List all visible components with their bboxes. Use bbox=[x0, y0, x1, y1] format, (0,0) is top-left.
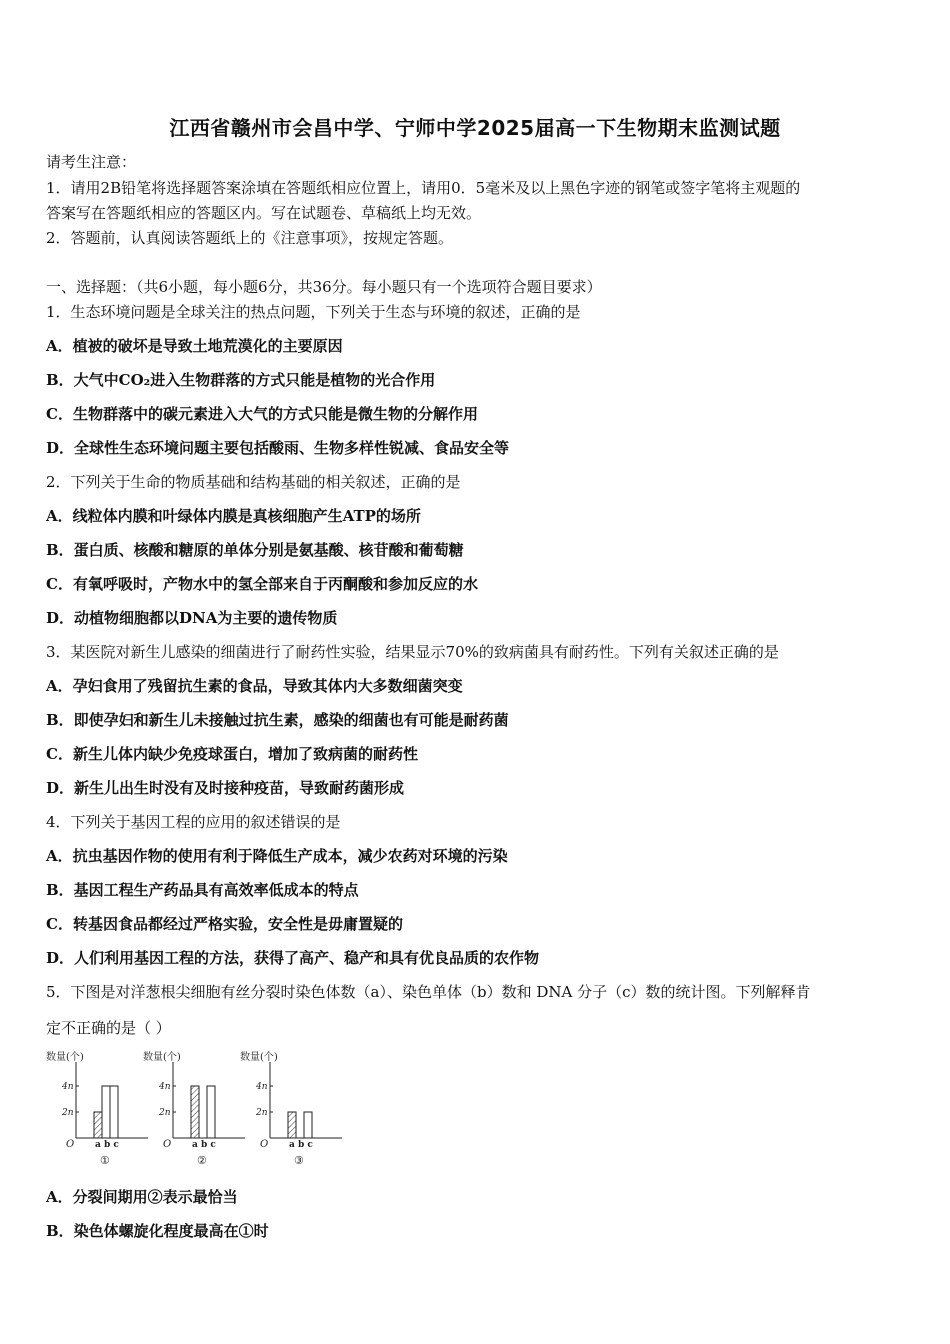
chart-1-ytick-label-2n: 2n bbox=[62, 1108, 74, 1118]
chart-1-ytick-label-4n: 4n bbox=[62, 1082, 74, 1092]
chart-3-bar-c bbox=[304, 1112, 312, 1138]
chart-3-panel-label: ③ bbox=[294, 1154, 304, 1167]
chart-3-ylabel: 数量(个) bbox=[240, 1052, 278, 1063]
chart-3-category-labels: a b c bbox=[289, 1140, 313, 1150]
chart-2-category-labels: a b c bbox=[192, 1140, 216, 1150]
question-2-stem: 2．下列关于生命的物质基础和结构基础的相关叙述，正确的是 bbox=[46, 473, 461, 491]
notice-heading: 请考生注意： bbox=[46, 153, 137, 171]
chart-3-origin: O bbox=[260, 1139, 269, 1150]
chart-1-bar-b bbox=[102, 1086, 110, 1138]
chart-1-category-labels: a b c bbox=[95, 1140, 119, 1150]
question-1-stem: 1．生态环境问题是全球关注的热点问题，下列关于生态与环境的叙述，正确的是 bbox=[46, 303, 581, 321]
chart-3-ytick-label-4n: 4n bbox=[256, 1082, 268, 1092]
question-5-stem-line-1: 5．下图是对洋葱根尖细胞有丝分裂时染色体数（a）、染色单体（b）数和 DNA 分子（c）数的统计图。下列解释肯 bbox=[46, 983, 811, 1001]
question-3-stem: 3．某医院对新生儿感染的细菌进行了耐药性实验，结果显示70%的致病菌具有耐药性。下列有关叙述正确的是 bbox=[46, 643, 779, 661]
chart-svg bbox=[40, 1048, 360, 1178]
question-4-option-b: B．基因工程生产药品具有高效率低成本的特点 bbox=[46, 881, 359, 899]
question-5-stem-line-2: 定不正确的是（ ） bbox=[46, 1019, 171, 1037]
question-4-option-d: D．人们利用基因工程的方法，获得了高产、稳产和具有优良品质的农作物 bbox=[46, 949, 540, 967]
chart-2-ylabel: 数量(个) bbox=[143, 1052, 181, 1063]
notice-item-2: 2．答题前，认真阅读答题纸上的《注意事项》，按规定答题。 bbox=[46, 229, 454, 247]
question-2-option-b: B．蛋白质、核酸和糖原的单体分别是氨基酸、核苷酸和葡萄糖 bbox=[46, 541, 464, 559]
chart-1-panel-label: ① bbox=[100, 1154, 110, 1167]
question-1-option-c: C．生物群落中的碳元素进入大气的方式只能是微生物的分解作用 bbox=[46, 405, 478, 423]
chart-2-bar-a bbox=[191, 1086, 199, 1138]
notice-item-1-line-1: 1．请用2B铅笔将选择题答案涂填在答题纸相应位置上，请用0．5毫米及以上黑色字迹的钢笔或签字笔将主观题的 bbox=[46, 179, 801, 197]
question-1-option-a: A．植被的破坏是导致土地荒漠化的主要原因 bbox=[46, 337, 343, 355]
chart-2-panel-label: ② bbox=[197, 1154, 207, 1167]
question-2-option-d: D．动植物细胞都以DNA为主要的遗传物质 bbox=[46, 609, 338, 627]
section-heading: 一、选择题：（共6小题，每小题6分，共36分。每小题只有一个选项符合题目要求） bbox=[46, 278, 602, 296]
question-5-option-b: B．染色体螺旋化程度最高在①时 bbox=[46, 1222, 269, 1240]
question-3-option-d: D．新生儿出生时没有及时接种疫苗，导致耐药菌形成 bbox=[46, 779, 405, 797]
question-3-option-a: A．孕妇食用了残留抗生素的食品，导致其体内大多数细菌突变 bbox=[46, 677, 463, 695]
chart-3-bar-a bbox=[288, 1112, 296, 1138]
question-2-option-a: A．线粒体内膜和叶绿体内膜是真核细胞产生ATP的场所 bbox=[46, 507, 421, 525]
chart-2-bar-c bbox=[207, 1086, 215, 1138]
chart-1-ylabel: 数量(个) bbox=[46, 1052, 84, 1063]
chart-1-bar-a bbox=[94, 1112, 102, 1138]
question-1-option-d: D．全球性生态环境问题主要包括酸雨、生物多样性锐减、食品安全等 bbox=[46, 439, 510, 457]
question-4-stem: 4．下列关于基因工程的应用的叙述错误的是 bbox=[46, 813, 341, 831]
page-title: 江西省赣州市会昌中学、宁师中学2025届高一下生物期末监测试题 bbox=[169, 116, 781, 140]
question-5-option-a: A．分裂间期用②表示最恰当 bbox=[46, 1188, 238, 1206]
question-1-option-b: B．大气中CO₂进入生物群落的方式只能是植物的光合作用 bbox=[46, 371, 436, 389]
chart-2-ytick-label-4n: 4n bbox=[159, 1082, 171, 1092]
chart-2-origin: O bbox=[163, 1139, 172, 1150]
question-4-option-a: A．抗虫基因作物的使用有利于降低生产成本，减少农药对环境的污染 bbox=[46, 847, 508, 865]
chart-1-origin: O bbox=[66, 1139, 75, 1150]
chromosome-count-figure bbox=[40, 1048, 360, 1178]
question-2-option-c: C．有氧呼吸时，产物水中的氢全部来自于丙酮酸和参加反应的水 bbox=[46, 575, 478, 593]
question-3-option-b: B．即使孕妇和新生儿未接触过抗生素，感染的细菌也有可能是耐药菌 bbox=[46, 711, 509, 729]
question-3-option-c: C．新生儿体内缺少免疫球蛋白，增加了致病菌的耐药性 bbox=[46, 745, 418, 763]
chart-1-bar-c bbox=[110, 1086, 118, 1138]
question-4-option-c: C．转基因食品都经过严格实验，安全性是毋庸置疑的 bbox=[46, 915, 403, 933]
chart-3-ytick-label-2n: 2n bbox=[256, 1108, 268, 1118]
chart-2-ytick-label-2n: 2n bbox=[159, 1108, 171, 1118]
notice-item-1-line-2: 答案写在答题纸相应的答题区内。写在试题卷、草稿纸上均无效。 bbox=[46, 204, 482, 222]
